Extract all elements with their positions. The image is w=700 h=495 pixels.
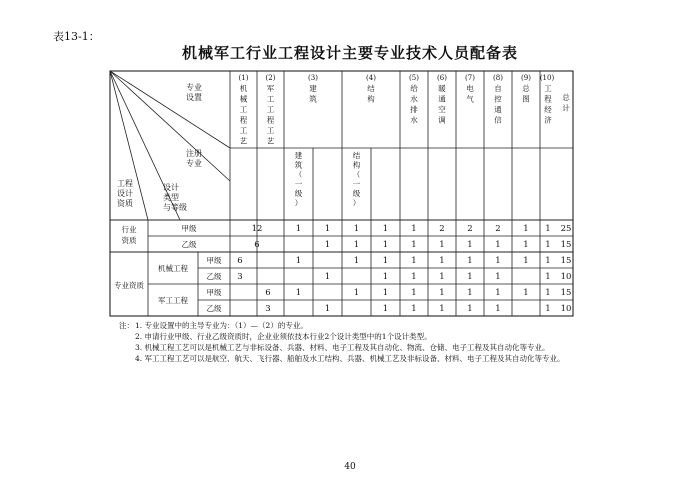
group-industry-label: 行业资质 (121, 225, 137, 245)
cell-industry_a-c3a: 1 (295, 224, 302, 234)
col-number-2: (2) (265, 74, 276, 82)
cell-mech_a-c8: 1 (495, 256, 501, 266)
col-number-3: (3) (308, 74, 318, 82)
cell-mech_b-total: 10 (560, 272, 572, 282)
cell-mech_b-c10: 1 (545, 272, 551, 282)
col-sub-4: 结构（一级） (352, 151, 361, 208)
cell-industry_a-c3b: 1 (324, 224, 331, 234)
cell-industry_a-c6: 2 (439, 224, 445, 234)
cell-industry_a-c10: 1 (545, 224, 551, 234)
cell-mil_b-c3b: 1 (324, 304, 331, 314)
cell-mech_a-c5: 1 (411, 256, 417, 266)
grade-mil-a: 甲级 (206, 288, 222, 297)
col-number-7: (7) (465, 74, 475, 82)
cell-industry_b-c10: 1 (545, 240, 551, 250)
cell-mil_a-c4a: 1 (353, 288, 360, 298)
col-number-6: (6) (437, 74, 447, 82)
cell-mech_a-total: 15 (560, 256, 572, 266)
col-number-8: (8) (493, 74, 503, 82)
notes (119, 320, 595, 364)
cell-mil_a-c9: 1 (523, 288, 529, 298)
cell-industry_a-c5: 1 (411, 224, 417, 234)
cell-mil_a-c2: 6 (265, 288, 271, 298)
col-name-10: 工程经济 (544, 84, 552, 125)
page-number: 40 (344, 462, 356, 472)
cell-mil_b-c5: 1 (411, 304, 417, 314)
cell-mech_a-c3a: 1 (295, 256, 302, 266)
cell-mech_b-c7: 1 (467, 272, 473, 282)
corner-registered-specialty: 注册专业 (186, 149, 202, 168)
col-number-9: (9) (521, 74, 531, 82)
cell-industry_b-c12: 6 (254, 240, 260, 250)
cell-industry_b-c7: 1 (467, 240, 473, 250)
note-3: 3. 机械工程工艺可以是机械工艺与非标设备、兵器、材料、电子工程及其自动化、物流、仓储、电子工程及其自动化等专业。 (135, 343, 550, 352)
cell-mil_b-c7: 1 (467, 304, 473, 314)
group-specialty-label: 专业资质 (114, 281, 144, 290)
cell-mech_a-c1: 6 (237, 256, 243, 266)
col-number-5: (5) (409, 74, 419, 82)
note-2: 2. 申请行业甲级、行业乙级资质时，企业业须依技本行业2个设计类型中的1个设计类型。 (135, 332, 432, 341)
col-name-3: 建筑 (309, 84, 317, 104)
col-name-1: 机械工程工艺 (239, 84, 248, 146)
col-name-4: 结构 (367, 84, 375, 104)
cell-mil_a-c5: 1 (411, 288, 417, 298)
col-name-2: 军工工程工艺 (266, 84, 275, 146)
col-name-9: 总图 (522, 84, 530, 104)
cell-mech_a-c4a: 1 (353, 256, 360, 266)
cell-mil_a-c8: 1 (495, 288, 501, 298)
cell-industry_b-c9: 1 (523, 240, 529, 250)
col-number-1: (1) (238, 74, 249, 82)
group-mil-label: 军工工程 (158, 296, 188, 305)
cell-industry_b-c4b: 1 (382, 240, 389, 250)
cell-mech_a-c9: 1 (523, 256, 529, 266)
grade-mil-b: 乙级 (206, 304, 222, 313)
cell-industry_a-c4b: 1 (382, 224, 389, 234)
cell-industry_a-total: 25 (560, 224, 572, 234)
cell-mech_a-c6: 1 (439, 256, 445, 266)
cell-mech_b-c5: 1 (411, 272, 417, 282)
group-mech-label: 机械工程 (158, 264, 188, 273)
col-name-7: 电气 (466, 84, 474, 104)
col-number-10: (10) (539, 74, 555, 82)
note-4: 4. 军工工程工艺可以是航空、航天、飞行器、船舶及水工结构、兵器、机械工艺及非标设备、材料、电子工程及其自动化等专业。 (135, 354, 565, 363)
table-label: 表13-1： (53, 30, 100, 43)
cell-industry_a-c7: 2 (467, 224, 473, 234)
grade-industry-b: 乙级 (181, 240, 197, 249)
col-name-6: 暖通空调 (438, 84, 446, 125)
cell-mil_a-c10: 1 (545, 288, 551, 298)
cell-mech_b-c6: 1 (439, 272, 445, 282)
cell-mech_b-c3b: 1 (324, 272, 331, 282)
cell-industry_a-c12: 12 (251, 224, 263, 234)
cell-mil_a-c7: 1 (467, 288, 473, 298)
grade-industry-a: 甲级 (181, 224, 197, 233)
cell-mil_b-c2: 3 (265, 304, 271, 314)
cell-mech_a-c4b: 1 (382, 256, 389, 266)
cell-mil_a-c4b: 1 (382, 288, 389, 298)
cell-industry_b-total: 15 (560, 240, 572, 250)
cell-mil_a-total: 15 (560, 288, 572, 298)
corner-specialty-setting: 专业设置 (186, 83, 202, 102)
grade-mech-b: 乙级 (206, 272, 222, 281)
cell-industry_b-c6: 1 (439, 240, 445, 250)
cell-industry_a-c8: 2 (495, 224, 501, 234)
cell-industry_b-c5: 1 (411, 240, 417, 250)
cell-mech_a-c10: 1 (545, 256, 551, 266)
cell-industry_b-c3b: 1 (324, 240, 331, 250)
col-name-8: 自控通信 (494, 84, 502, 125)
cell-mech_a-c7: 1 (467, 256, 473, 266)
corner-design-type: 设计类型与等级 (163, 183, 187, 212)
grade-mech-a: 甲级 (206, 256, 222, 265)
cell-industry_a-c4a: 1 (353, 224, 360, 234)
cell-mech_b-c1: 3 (237, 272, 243, 282)
cell-mil_b-c8: 1 (495, 304, 501, 314)
cell-industry_b-c8: 1 (495, 240, 501, 250)
col-name-11: 总计 (562, 93, 570, 113)
cell-industry_a-c9: 1 (523, 224, 529, 234)
col-number-4: (4) (366, 74, 376, 82)
col-name-5: 给水排水 (410, 84, 418, 125)
cell-industry_b-c4a: 1 (353, 240, 360, 250)
cell-mil_b-c6: 1 (439, 304, 445, 314)
cell-mil_a-c6: 1 (439, 288, 445, 298)
cell-mil_b-c10: 1 (545, 304, 551, 314)
notes-head: 注： (119, 321, 134, 330)
cell-mech_b-c4b: 1 (382, 272, 389, 282)
note-1: 1. 专业设置中的主导专业为：（1）—（2）的专业。 (135, 321, 308, 330)
corner-qualification: 工程设计资质 (117, 179, 133, 208)
cell-mech_b-c8: 1 (495, 272, 501, 282)
cell-mil_a-c3a: 1 (295, 288, 302, 298)
col-sub-3: 建筑（一级） (294, 151, 303, 208)
cell-mil_b-c4b: 1 (382, 304, 389, 314)
document-title: 机械军工行业工程设计主要专业技术人员配备表 (181, 44, 518, 62)
cell-mil_b-total: 10 (560, 304, 572, 314)
